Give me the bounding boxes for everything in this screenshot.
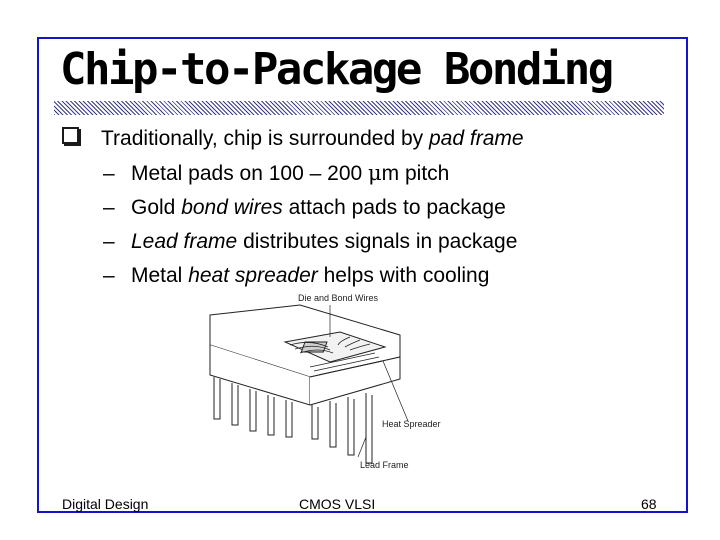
sub-bullet-text: Gold <box>131 196 182 219</box>
main-bullet-italic: pad frame <box>429 127 524 150</box>
sub-bullet-text: Metal pads on 100 – 200 <box>131 162 369 185</box>
dash-marker: – <box>103 162 115 185</box>
page-number: 68 <box>641 496 657 512</box>
sub-bullet-2 <box>103 196 506 220</box>
chip-package-diagram <box>190 287 450 477</box>
sub-bullet-italic: heat spreader <box>188 264 318 287</box>
label-die-bond-wires: Die and Bond Wires <box>298 293 379 303</box>
sub-bullet-text: m pitch <box>381 162 450 185</box>
footer-course: Digital Design <box>62 496 149 512</box>
dash-marker: – <box>103 264 115 287</box>
label-heat-spreader: Heat Spreader <box>382 419 441 429</box>
sub-bullet-italic: Lead frame <box>131 230 238 253</box>
checkbox-bullet-icon <box>62 127 79 144</box>
sub-bullet-3 <box>103 230 517 254</box>
sub-bullet-1 <box>103 161 449 186</box>
sub-bullet-text: attach pads to package <box>282 196 506 219</box>
title-divider <box>54 101 664 115</box>
sub-bullet-text: Metal <box>131 264 189 287</box>
sub-bullet-4 <box>103 264 489 288</box>
dash-marker: – <box>103 196 115 219</box>
slide-title: Chip-to-Package Bonding <box>60 44 612 95</box>
micro-symbol: μ <box>368 161 382 185</box>
sub-bullet-italic: bond wires <box>181 196 283 219</box>
leads-front <box>312 393 372 463</box>
sub-bullet-text: distributes signals in package <box>237 230 518 253</box>
main-bullet-text: Traditionally, chip is surrounded by <box>101 127 429 150</box>
dash-marker: – <box>103 230 115 253</box>
main-bullet <box>62 127 524 151</box>
footer-topic: CMOS VLSI <box>299 496 376 512</box>
label-lead-frame: Lead Frame <box>360 460 409 470</box>
sub-bullet-text: helps with cooling <box>317 264 490 287</box>
